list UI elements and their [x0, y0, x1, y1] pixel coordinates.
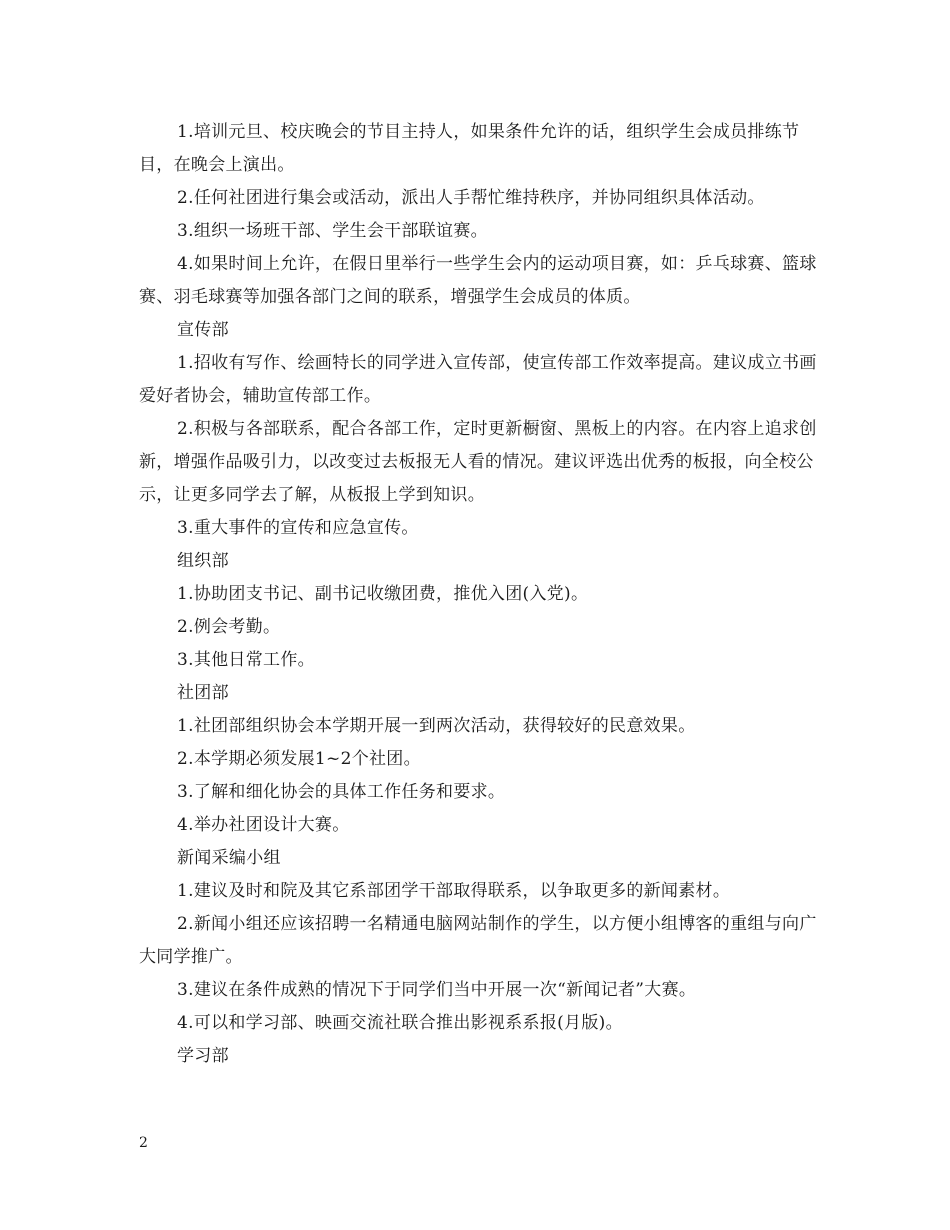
paragraph: 2.新闻小组还应该招聘一名精通电脑网站制作的学生，以方便小组博客的重组与向广大同学推广。: [139, 914, 817, 967]
paragraph: 1.协助团支书记、副书记收缴团费，推优入团(入党)。: [177, 584, 589, 604]
paragraph: 4.举办社团设计大赛。: [177, 815, 350, 835]
section-heading-clubs: 社团部: [177, 683, 229, 703]
paragraph: 1.建议及时和院及其它系部团学干部取得联系，以争取更多的新闻素材。: [177, 881, 731, 901]
paragraph: 3.了解和细化协会的具体工作任务和要求。: [177, 782, 506, 802]
paragraph: 2.例会考勤。: [177, 617, 281, 637]
paragraph: 1.招收有写作、绘画特长的同学进入宣传部，使宣传部工作效率提高。建议成立书画爱好者协会，辅助宣传部工作。: [139, 353, 817, 406]
paragraph: 3.组织一场班干部、学生会干部联谊赛。: [177, 221, 488, 241]
section-heading-publicity: 宣传部: [177, 320, 229, 340]
paragraph: 1.社团部组织协会本学期开展一到两次活动，获得较好的民意效果。: [177, 716, 696, 736]
paragraph: 2.本学期必须发展1~2个社团。: [177, 749, 421, 769]
paragraph: 4.可以和学习部、映画交流社联合推出影视系系报(月版)。: [177, 1013, 623, 1033]
paragraph: 3.重大事件的宣传和应急宣传。: [177, 518, 419, 538]
section-heading-study: 学习部: [177, 1046, 229, 1066]
paragraph: 3.建议在条件成熟的情况下于同学们当中开展一次“新闻记者”大赛。: [177, 980, 697, 1000]
paragraph: 1.培训元旦、校庆晚会的节目主持人，如果条件允许的话，组织学生会成员排练节目，在晚会上演出。: [139, 122, 800, 175]
paragraph: 2.任何社团进行集会或活动，派出人手帮忙维持秩序，并协同组织具体活动。: [177, 188, 765, 208]
paragraph: 3.其他日常工作。: [177, 650, 315, 670]
page-number: 2: [139, 1135, 148, 1151]
document-body: [139, 116, 819, 1073]
section-heading-organization: 组织部: [177, 551, 229, 571]
paragraph: 4.如果时间上允许，在假日里举行一些学生会内的运动项目赛，如：乒乓球赛、篮球赛、羽毛球赛等加强各部门之间的联系，增强学生会成员的体质。: [139, 254, 817, 307]
paragraph: 2.积极与各部联系，配合各部工作，定时更新橱窗、黑板上的内容。在内容上追求创新，增强作品吸引力，以改变过去板报无人看的情况。建议评选出优秀的板报，向全校公示，让更多同学去了解，从板报上学到知识。: [139, 419, 817, 505]
section-heading-news: 新闻采编小组: [177, 848, 281, 868]
